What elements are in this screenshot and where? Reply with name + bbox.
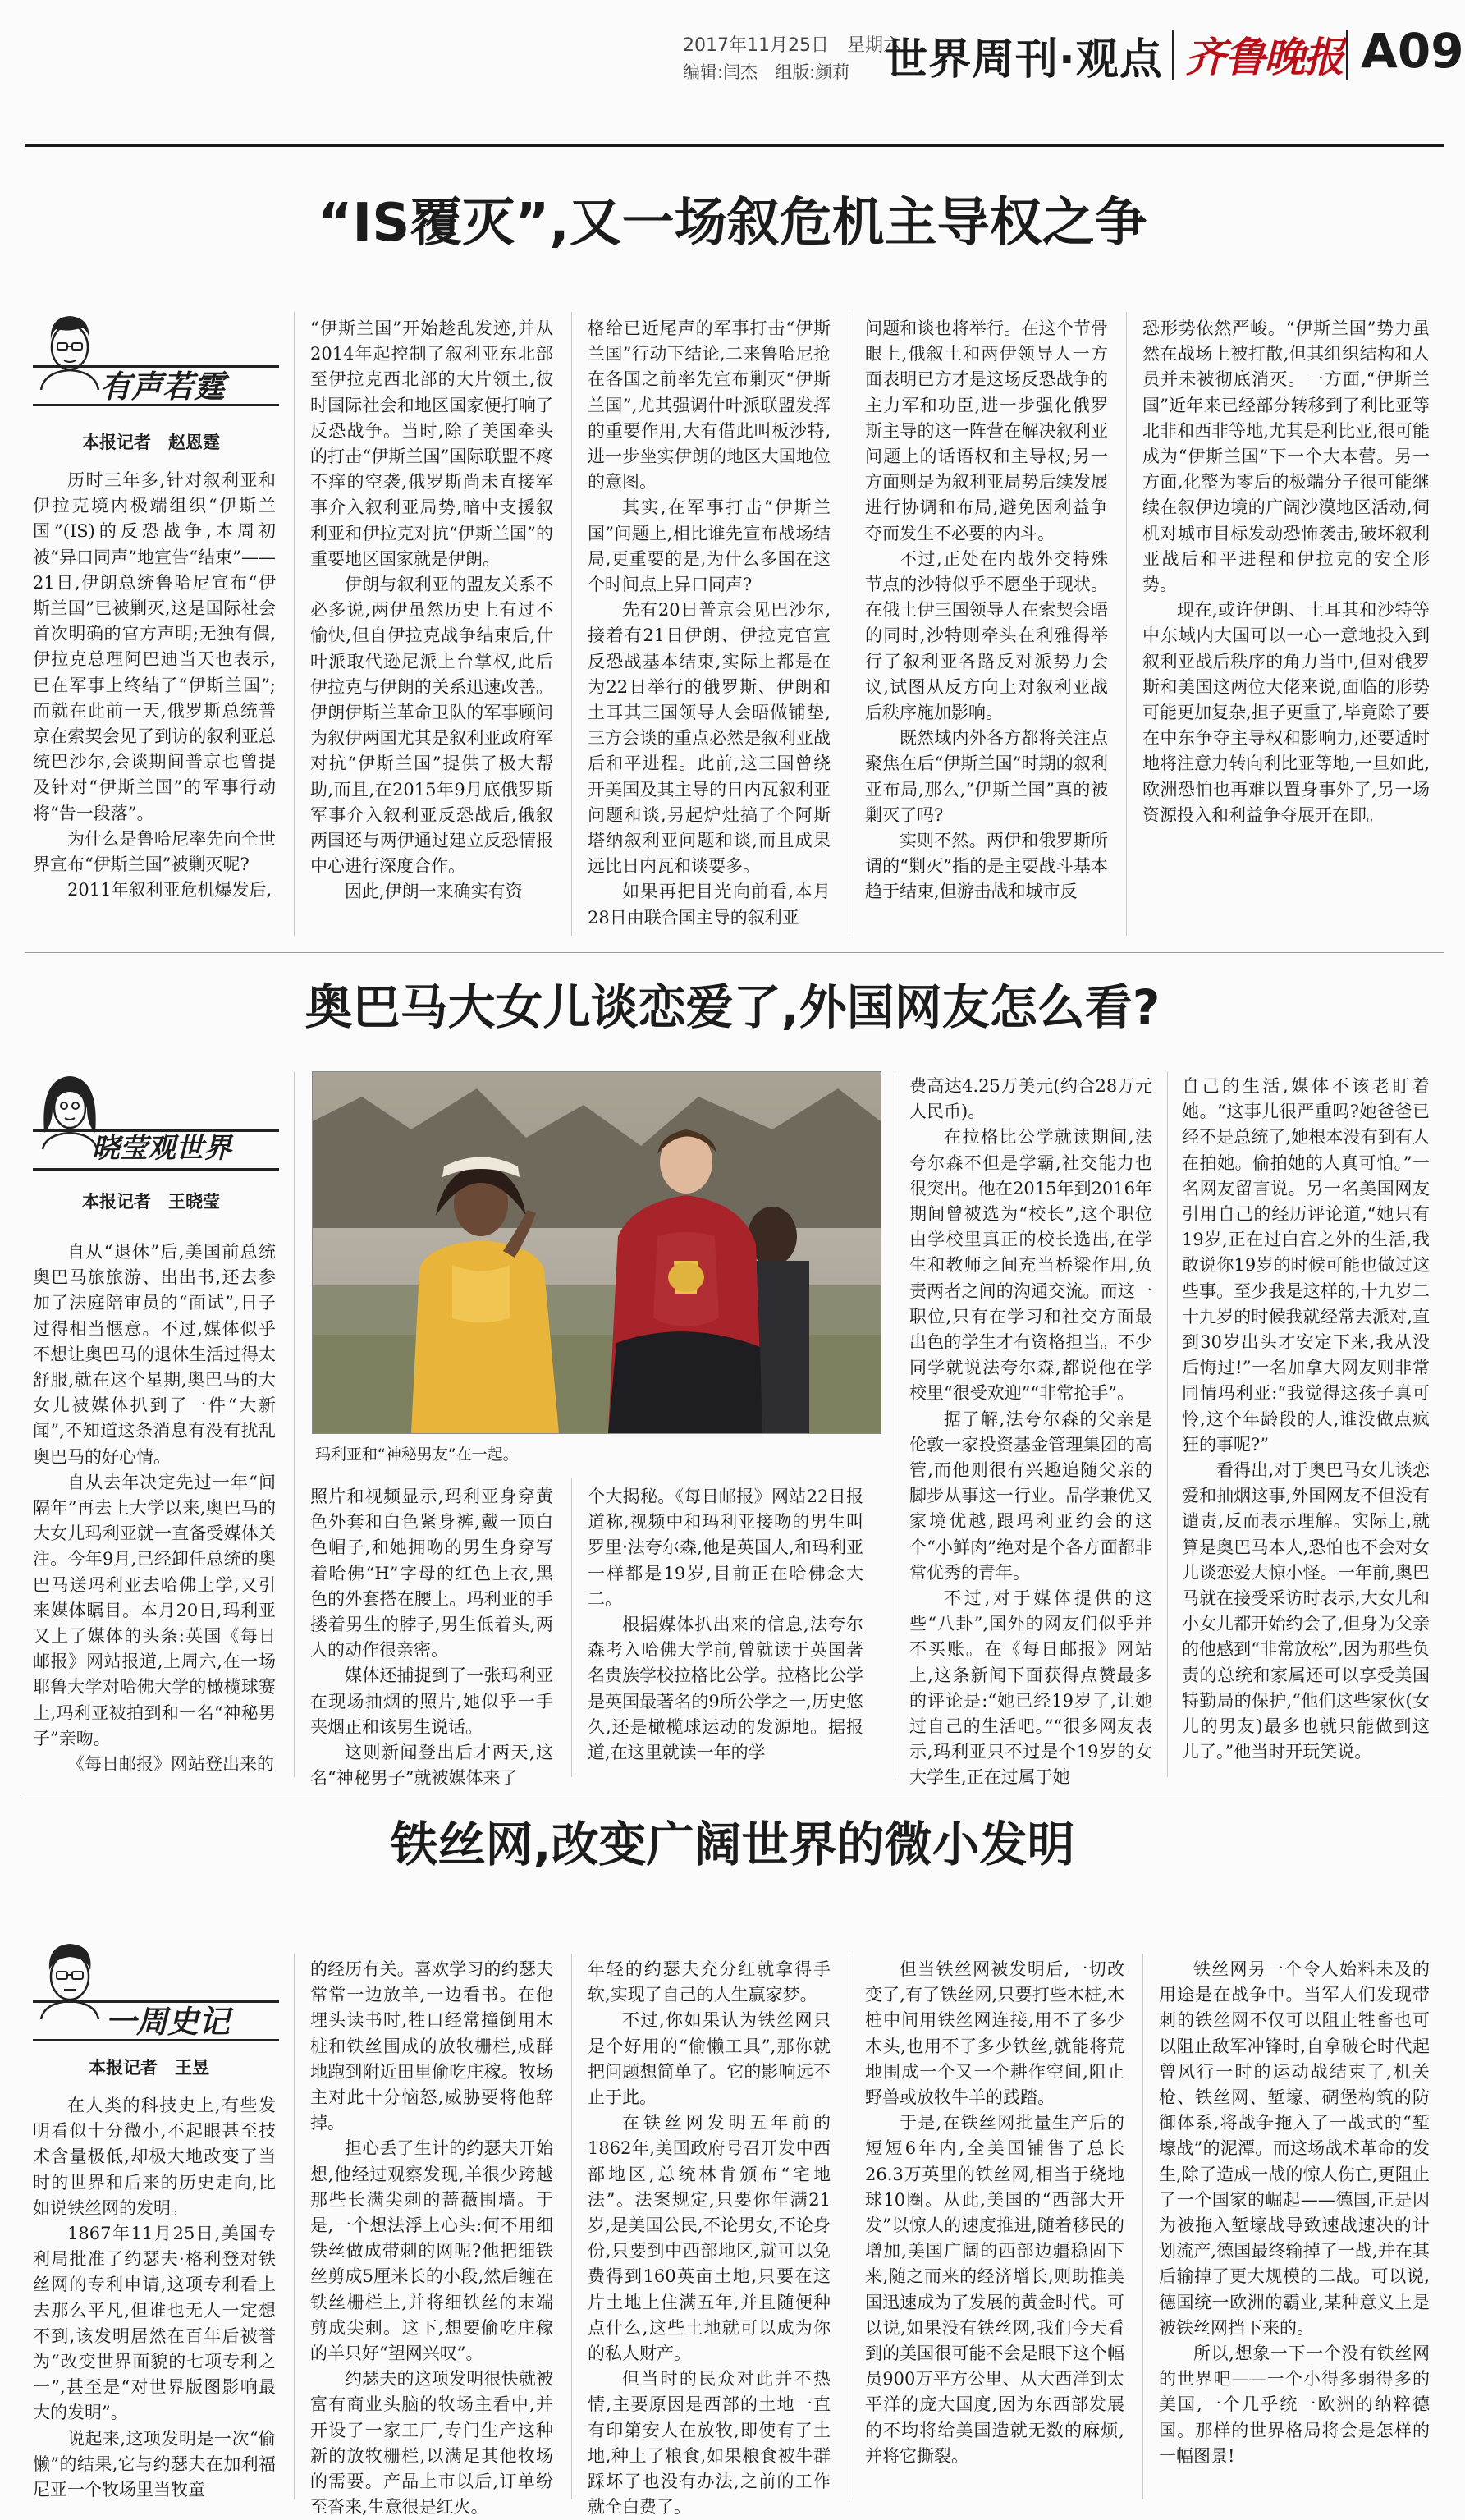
paragraph: 其实,在军事打击“伊斯兰国”问题上,相比谁先宣布战场结局,更重要的是,为什么多国在这个时间点上异口同声? bbox=[588, 497, 831, 595]
article3-column-3 bbox=[588, 1957, 831, 2518]
article1-column-5 bbox=[1142, 316, 1430, 936]
paragraph: 年轻的约瑟夫充分红就拿得手软,实现了自己的人生赢家梦。 bbox=[588, 1959, 831, 2005]
article1-headline: “IS覆灭”,又一场叙危机主导权之争 bbox=[318, 193, 1147, 254]
paragraph: 先有20日普京会见巴沙尔,接着有21日伊朗、伊拉克官宣反恐战基本结束,实际上都是在为22日举行的俄罗斯、伊朗和土耳其三国领导人会晤做铺垫,三方会谈的重点必然是叙利亚战后和平进程。此前,这三国曾绕开美国及其主导的日内瓦叙利亚问题和谈,另起炉灶搞了个阿斯塔纳叙利亚问题和谈,而且成果远比日内瓦和谈要多。 bbox=[588, 600, 831, 877]
column-divider bbox=[294, 312, 295, 936]
header-divider bbox=[1172, 30, 1174, 80]
column-divider bbox=[1126, 312, 1127, 936]
column-name: 一周史记 bbox=[105, 2004, 231, 2040]
section-title: 世界周刊·观点 bbox=[885, 35, 1163, 85]
article2-column-1 bbox=[33, 1239, 276, 1777]
byline: 本报记者 王昱 bbox=[89, 2058, 209, 2078]
paragraph: 的经历有关。喜欢学习的约瑟夫常常一边放羊,一边看书。在他埋头读书时,牲口经常撞倒用木桩和铁丝围成的放牧栅栏,成群地跑到附近田里偷吃庄稼。牧场主对此十分恼怒,威胁要将他辞掉。 bbox=[310, 1959, 553, 2133]
column-divider bbox=[294, 1954, 295, 2499]
paragraph: 格给已近尾声的军事打击“伊斯兰国”行动下结论,二来鲁哈尼抢在各国之前率先宣布剿灭“伊斯兰国”,尤其强调什叶派联盟发挥的重要作用,大有借此叫板沙特,进一步坐实伊朗的地区大国地位的意图。 bbox=[588, 318, 831, 493]
paragraph: “伊斯兰国”开始趁乱发迹,并从2014年起控制了叙利亚东北部至伊拉克西北部的大片领土,彼时国际社会和地区国家便打响了反恐战争。当时,除了美国牵头的打击“伊斯兰国”国际联盟不疼不痒的空袭,俄罗斯尚未直接军事介入叙利亚局势,暗中支援叙利亚和伊拉克对抗“伊斯兰国”的重要地区国家就是伊朗。 bbox=[310, 318, 553, 569]
byline: 本报记者 王晓莹 bbox=[82, 1192, 220, 1212]
paragraph: 《每日邮报》网站登出来的 bbox=[67, 1754, 274, 1775]
paragraph: 这则新闻登出后才两天,这名“神秘男子”就被媒体来了 bbox=[310, 1743, 553, 1789]
column-divider bbox=[294, 1071, 295, 1777]
paragraph: 所以,想象一下一个没有铁丝网的世界吧——一个小得多弱得多的美国,一个几乎统一欧洲的纳粹德国。那样的世界格局将会是怎样的一幅图景! bbox=[1159, 2344, 1430, 2466]
column-divider bbox=[571, 1954, 572, 2499]
article1-column-3 bbox=[588, 316, 831, 936]
paragraph: 不过,你如果认为铁丝网只是个好用的“偷懒工具”,那你就把问题想简单了。它的影响远不止于此。 bbox=[588, 2010, 831, 2108]
couple-photo-icon bbox=[313, 1072, 881, 1433]
paragraph: 不过,对于媒体提供的这些“八卦”,国外的网友们似乎并不买账。在《每日邮报》网站上,这条新闻下面获得点赞最多的评论是:“她已经19岁了,让她过自己的生活吧。”“很多网友表示,玛利亚只不过是个19岁的女大学生,正在过属于她 bbox=[909, 1588, 1152, 1788]
paragraph: 费高达4.25万美元(约合28万元人民币)。 bbox=[909, 1076, 1152, 1122]
paragraph: 铁丝网另一个令人始料未及的用途是在战争中。当军人们发现带刺的铁丝网不仅可以阻止牲畜也可以阻止敌军冲锋时,自拿破仑时代起曾风行一时的运动战结束了,机关枪、铁丝网、堑壕、碉堡构筑的防御体系,将战争拖入了一战式的“堑壕战”的泥潭。而这场战术革命的发生,除了造成一战的惊人伤亡,更阻止了一个国家的崛起——德国,正是因为被拖入堑壕战导致速战速决的计划流产,德国最终输掉了一战,并在其后输掉了更大规模的二战。可以说,德国统一欧洲的霸业,某种意义上是被铁丝网挡下来的。 bbox=[1159, 1959, 1430, 2338]
paragraph: 个大揭秘。《每日邮报》网站22日报道称,视频中和玛利亚接吻的男生叫罗里·法夸尔森,他是英国人,和玛利亚一样都是19岁,目前正在哈佛念大二。 bbox=[588, 1487, 863, 1609]
paragraph: 媒体还捕捉到了一张玛利亚在现场抽烟的照片,她似乎一手夹烟正和该男生说话。 bbox=[310, 1665, 553, 1737]
paragraph: 自从去年决定先过一年“间隔年”再去上大学以来,奥巴马的大女儿玛利亚就一直备受媒体关注。今年9月,已经卸任总统的奥巴马送玛利亚去哈佛上学,又引来媒体瞩目。本月20日,玛利亚又上了媒体的头条:英国《每日邮报》网站报道,上周六,在一场耶鲁大学对哈佛大学的橄榄球赛上,玛利亚被拍到和一名“神秘男子”亲吻。 bbox=[33, 1472, 276, 1748]
paragraph: 自己的生活,媒体不该老盯着她。“这事儿很严重吗?她爸爸已经不是总统了,她根本没有到有人在拍她。偷拍她的人真可怕。”一名网友留言说。另一名美国网友引用自己的经历评论道,“她只有19岁,正在过白宫之外的生活,我敢说你19岁的时候可能也做过这些事。至少我是这样的,十九岁二十九岁的时候我就经常去派对,直到30岁出头才安定下来,我从没后悔过!”一名加拿大网友则非常同情玛利亚:“我觉得这孩子真可怜,这个年龄段的人,谁没做点疯狂的事呢?” bbox=[1182, 1076, 1430, 1455]
paragraph: 但当铁丝网被发明后,一切改变了,有了铁丝网,只要打些木桩,木桩中间用铁丝网连接,用不了多少木头,也用不了多少铁丝,就能将荒地围成一个又一个耕作空间,阻止野兽或放牧牛羊的践踏。 bbox=[865, 1959, 1124, 2108]
column-divider bbox=[1142, 1954, 1143, 2499]
paragraph: 2011年叙利亚危机爆发后, bbox=[67, 880, 272, 900]
paragraph: 伊朗与叙利亚的盟友关系不必多说,两伊虽然历史上有过不愉快,但自伊拉克战争结束后,什叶派取代逊尼派上台掌权,此后伊拉克与伊朗的关系迅速改善。伊朗伊斯兰革命卫队的军事顾问为叙伊两国尤其是叙利亚政府军对抗“伊斯兰国”提供了极大帮助,而且,在2015年9月底俄罗斯军事介入叙利亚反恐战后,俄叙两国还与两伊通过建立反恐情报中心进行深度合作。 bbox=[310, 575, 553, 877]
header-divider bbox=[1346, 30, 1348, 80]
article1-column-1 bbox=[33, 468, 276, 936]
paragraph: 看得出,对于奥巴马女儿谈恋爱和抽烟这事,外国网友不但没有谴责,反而表示理解。实际上,就算是奥巴马本人,恐怕也不会对女儿谈恋爱大惊小怪。一年前,奥巴马就在接受采访时表示,大女儿和小女儿都开始约会了,但身为父亲的他感到“非常放松”,因为那些负责的总统和家属还可以享受美国特勤局的保护,“他们这些家伙(女儿的男友)最多也就只能做到这儿了。”他当时开玩笑说。 bbox=[1182, 1460, 1430, 1762]
paragraph: 实则不然。两伊和俄罗斯所谓的“剿灭”指的是主要战斗基本趋于结束,但游击战和城市反 bbox=[865, 831, 1108, 902]
news-photo bbox=[312, 1071, 881, 1434]
article2-column-2 bbox=[310, 1484, 553, 1789]
article3-column-5 bbox=[1159, 1957, 1430, 2499]
paragraph: 问题和谈也将举行。在这个节骨眼上,俄叙土和两伊领导人一方面表明已方才是这场反恐战争的主力军和功臣,进一步强化俄罗斯主导的这一阵营在解决叙利亚问题上的话语权和主导权;另一方面则是为叙利亚局势后续发展进行协调和布局,避免因利益争夺而发生不必要的内斗。 bbox=[865, 318, 1108, 543]
paragraph: 担心丢了生计的约瑟夫开始想,他经过观察发现,羊很少跨越那些长满尖刺的蔷薇围墙。于是,一个想法浮上心头:何不用细铁丝做成带刺的网呢?他把细铁丝剪成5厘米长的小段,然后缠在铁丝栅栏上,并将细铁丝的末端剪成尖刺。这下,想要偷吃庄稼的羊只好“望网兴叹”。 bbox=[310, 2138, 553, 2364]
paragraph: 恐形势依然严峻。“伊斯兰国”势力虽然在战场上被打散,但其组织结构和人员并未被彻底消灭。一方面,“伊斯兰国”近年来已经部分转移到了利比亚等北非和西非等地,尤其是利比亚,很可能成为“伊斯兰国”下一个大本营。另一方面,化整为零后的极端分子很可能继续在叙伊边境的广阔沙漠地区活动,伺机对城市目标发动恐怖袭击,破坏叙利亚战后和平进程和伊拉克的安全形势。 bbox=[1142, 318, 1430, 595]
paragraph: 现在,或许伊朗、土耳其和沙特等中东域内大国可以一心一意地投入到叙利亚战后秩序的角力当中,但对俄罗斯和美国这两位大佬来说,面临的形势可能更加复杂,担子更重了,毕竟除了要在中东争夺主导权和影响力,还要适时地将注意力转向利比亚等地,一旦如此,欧洲恐怕也再难以置身事外了,另一场资源投入和利益争夺展开在即。 bbox=[1142, 600, 1430, 825]
header-rule bbox=[25, 144, 1444, 147]
article3-column-4 bbox=[865, 1957, 1124, 2499]
issue-date: 2017年11月25日 星期六 bbox=[683, 35, 901, 56]
article3-column-2 bbox=[310, 1957, 553, 2518]
page-number: A09 bbox=[1361, 23, 1464, 79]
paragraph: 1867年11月25日,美国专利局批准了约瑟夫·格利登对铁丝网的专利申请,这项专利看上去那么平凡,但谁也无人一定想不到,该发明居然在百年后被誉为“改变世界面貌的七项专利之一”,甚至是“对世界版图影响最大的发明”。 bbox=[33, 2224, 276, 2423]
paragraph: 如果再把目光向前看,本月28日由联合国主导的叙利亚 bbox=[588, 882, 831, 928]
column-name: 晓莹观世界 bbox=[92, 1132, 231, 1165]
paragraph: 于是,在铁丝网批量生产后的短短6年内,全美国铺售了总长26.3万英里的铁丝网,相当于绕地球10圈。从此,美国的“西部大开发”以惊人的速度推进,随着移民的增加,美国广阔的西部边疆稳固下来,随之而来的经济增长,则助推美国迅速成为了发展的黄金时代。可以说,如果没有铁丝网,我们今天看到的美国很可能不会是眼下这个幅员900万平方公里、从大西洋到太平洋的庞大国度,因为东西部发展的不均将给美国造就无数的麻烦,并将它撕裂。 bbox=[865, 2113, 1124, 2466]
newspaper-logo: 齐鲁晚报 bbox=[1185, 33, 1343, 81]
byline: 本报记者 赵恩霆 bbox=[82, 433, 220, 452]
column-divider bbox=[571, 312, 572, 936]
article2-headline: 奥巴马大女儿谈恋爱了,外国网友怎么看? bbox=[304, 979, 1161, 1035]
column-name: 有声若霆 bbox=[100, 369, 226, 405]
paragraph: 但当时的民众对此并不热情,主要原因是西部的土地一直有印第安人在放牧,即使有了土地,种上了粮食,如果粮食被牛群踩坏了也没有办法,之前的工作就全白费了。 bbox=[588, 2369, 831, 2518]
article1-column-2 bbox=[310, 316, 553, 936]
article1-column-4 bbox=[865, 316, 1108, 936]
paragraph: 照片和视频显示,玛利亚身穿黄色外套和白色紧身裤,戴一顶白色帽子,和她拥吻的男生身穿写着哈佛“H”字母的红色上衣,黑色的外套搭在腰上。玛利亚的手搂着男生的脖子,男生低着头,两人的动作很亲密。 bbox=[310, 1487, 553, 1661]
article2-column-4 bbox=[909, 1074, 1152, 1788]
paragraph: 说起来,这项发明是一次“偷懒”的结果,它与约瑟夫在加利福尼亚一个牧场里当牧童 bbox=[33, 2428, 276, 2500]
column-divider bbox=[1167, 1071, 1168, 1777]
paragraph: 在拉格比公学就读期间,法夸尔森不但是学霸,社交能力也很突出。他在2015年到2016年期间曾被选为“校长”,这个职位由学校里真正的校长选出,在学生和教师之间充当桥梁作用,负责两者之间的沟通交流。而这一职位,只有在学习和社交方面最出色的学生才有资格担当。不少同学就说法夸尔森,都说他在学校里“很受欢迎”“非常抢手”。 bbox=[909, 1127, 1152, 1404]
paragraph: 既然域内外各方都将关注点聚焦在后“伊斯兰国”时期的叙利亚布局,那么,“伊斯兰国”真的被剿灭了吗? bbox=[865, 728, 1108, 825]
article3-headline: 铁丝网,改变广阔世界的微小发明 bbox=[390, 1817, 1075, 1872]
column-divider bbox=[571, 1478, 572, 1777]
paragraph: 为什么是鲁哈尼率先向全世界宣布“伊斯兰国”被剿灭呢? bbox=[33, 828, 276, 875]
article2-column-3 bbox=[588, 1484, 863, 1777]
paragraph: 约瑟夫的这项发明很快就被富有商业头脑的牧场主看中,并开设了一家工厂,专门生产这种新的放牧栅栏,以满足其他牧场的需要。产品上市以后,订单纷至沓来,生意很是红火。 bbox=[310, 2369, 553, 2518]
article3-column-1 bbox=[33, 2093, 276, 2499]
paragraph: 历时三年多,针对叙利亚和伊拉克境内极端组织“伊斯兰国”(IS)的反恐战争,本周初被“异口同声”地宣告“结束”——21日,伊朗总统鲁哈尼宣布“伊斯兰国”已被剿灭,这是国际社会首次明确的官方声明;无独有偶,伊拉克总理阿巴迪当天也表示,已在军事上终结了“伊斯兰国”;而就在此前一天,俄罗斯总统普京在索契会见了到访的叙利亚总统巴沙尔,会谈期间普京也曾提及针对“伊斯兰国”的军事行动将“告一段落”。 bbox=[33, 470, 276, 823]
paragraph: 因此,伊朗一来确实有资 bbox=[345, 882, 523, 902]
photo-caption: 玛利亚和“神秘男友”在一起。 bbox=[315, 1446, 519, 1464]
paragraph: 在人类的科技史上,有些发明看似十分微小,不起眼甚至技术含量极低,却极大地改变了当时的世界和后来的历史走向,比如说铁丝网的发明。 bbox=[33, 2096, 276, 2218]
paragraph: 根据媒体扒出来的信息,法夸尔森考入哈佛大学前,曾就读于英国著名贵族学校拉格比公学。拉格比公学是英国最著名的9所公学之一,历史悠久,还是橄榄球运动的发源地。据报道,在这里就读一年的学 bbox=[588, 1615, 863, 1763]
editor-credit: 编辑:闫杰 组版:颜莉 bbox=[683, 62, 850, 82]
paragraph: 在铁丝网发明五年前的1862年,美国政府号召开发中西部地区,总统林肯颁布“宅地法”。法案规定,只要你年满21岁,是美国公民,不论男女,不论身份,只要到中西部地区,就可以免费得到160英亩土地,只要在这片土地上住满五年,并且随便种点什么,这些土地就可以成为你的私人财产。 bbox=[588, 2113, 831, 2364]
article2-column-5 bbox=[1182, 1074, 1430, 1777]
section-rule bbox=[25, 952, 1444, 953]
paragraph: 据了解,法夸尔森的父亲是伦敦一家投资基金管理集团的高管,而他则很有兴趣追随父亲的脚步从事这一行业。品学兼优又家境优越,跟玛利亚约会的这个“小鲜肉”绝对是个各方面都非常优秀的青年。 bbox=[909, 1409, 1152, 1583]
paragraph: 不过,正处在内战外交特殊节点的沙特似乎不愿坐于现状。在俄土伊三国领导人在索契会晤的同时,沙特则牵头在利雅得举行了叙利亚各路反对派势力会议,试图从反方向上对叙利亚战后秩序施加影响。 bbox=[865, 548, 1108, 723]
paragraph: 自从“退休”后,美国前总统奥巴马旅旅游、出出书,还去参加了法庭陪审员的“面试”,日子过得相当惬意。不过,媒体似乎不想让奥巴马的退休生活过得太舒服,就在这个星期,奥巴马的大女儿被媒体扒到了一件“大新闻”,不知道这条消息有没有扰乱奥巴马的好心情。 bbox=[33, 1242, 276, 1467]
